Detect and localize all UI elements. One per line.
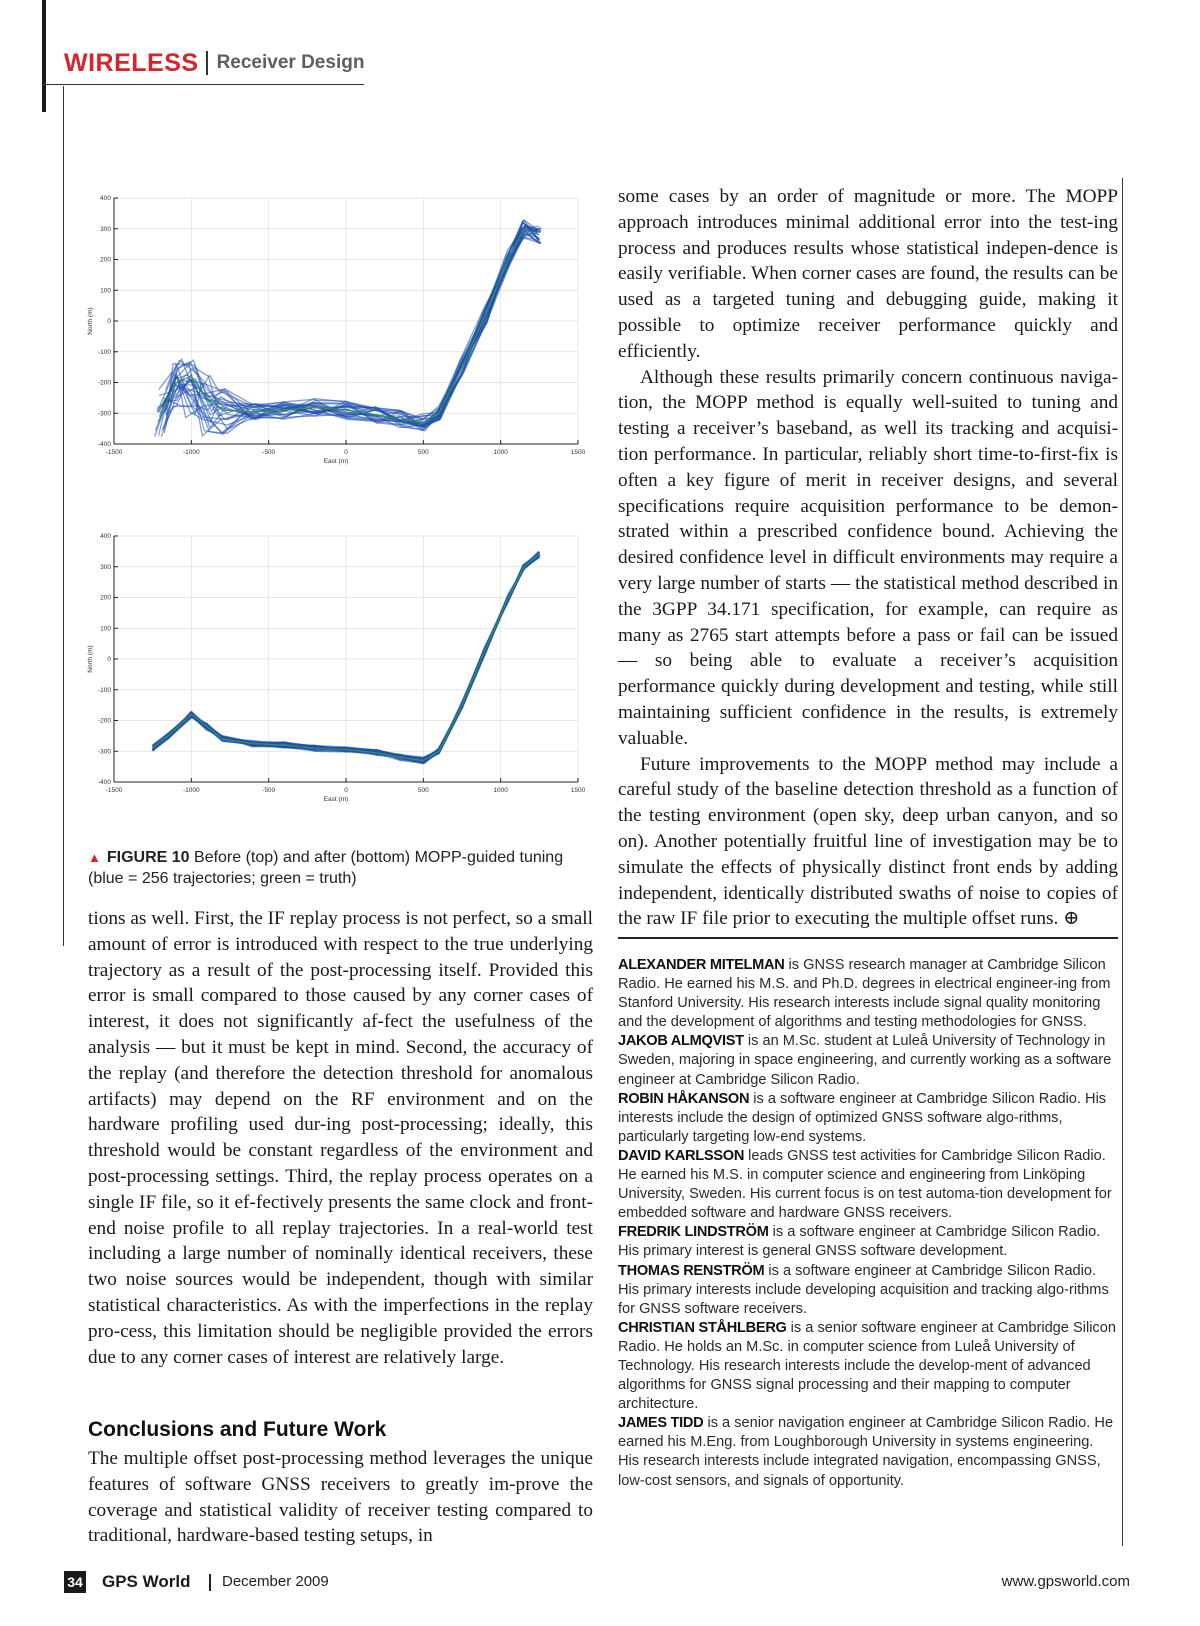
author-name: JAMES TIDD xyxy=(618,1415,704,1432)
left-frame-bar xyxy=(42,0,46,112)
y-tick-label: -200 xyxy=(97,379,111,387)
x-tick-label: -500 xyxy=(262,787,276,794)
y-tick-label: -100 xyxy=(97,686,111,694)
author-bio xyxy=(618,1223,1118,1261)
y-tick-label: 300 xyxy=(100,225,111,233)
bio-divider xyxy=(618,937,1118,939)
x-tick-label: -1500 xyxy=(105,449,123,456)
author-bios xyxy=(618,956,1118,1491)
author-bio xyxy=(618,956,1118,1032)
y-tick-label: -400 xyxy=(97,441,111,448)
y-tick-label: -200 xyxy=(97,717,111,725)
page-number: 34 xyxy=(64,1571,86,1593)
figure-label: FIGURE 10 xyxy=(106,849,190,866)
figure-caption-text: Before (top) and after (bottom) MOPP-guided tuning (blue = 256 trajectories; green = truth) xyxy=(88,849,564,887)
author-bio-text: is GNSS research manager at Cambridge Silicon Radio. He earned his M.S. and Ph.D. degrees in electrical engineer-ing from Stanford University. His research interests include signal quality monitoring and the development of algorithms and testing methodologies for GNSS. xyxy=(618,957,1111,1031)
section-title: WIRELESS xyxy=(64,48,199,77)
right-column-text xyxy=(618,184,1118,932)
section-header xyxy=(64,46,364,80)
y-tick-label: -400 xyxy=(97,779,111,786)
y-axis-label: North (m) xyxy=(87,645,94,673)
y-tick-label: 0 xyxy=(107,656,111,663)
x-tick-label: 1000 xyxy=(493,449,508,456)
publication-name: GPS World xyxy=(102,1572,191,1591)
author-name: FREDRIK LINDSTRÖM xyxy=(618,1224,769,1241)
author-name: CHRISTIAN STÅHLBERG xyxy=(618,1319,787,1336)
section-subtitle: Receiver Design xyxy=(216,52,365,73)
body-paragraph: tions as well. First, the IF replay process is not perfect, so a small amount of error is introduced with respect to the true underlying trajectory as a result of the post-processing itself. Provided this error is small compared to those caused by any corner cases of interest, it does not significantly af-fect the usefulness of the analysis — but it must be kept in mind. Second, the accuracy of the replay (and therefore the detection threshold for anomalous artifacts) may depend on the RF environment and on the hardware profiling used dur-ing post-processing; ideally, this threshold would be constant regardless of the environment and post-processing settings. Third, the replay process operates on a single IF file, so it ef-fectively presents the same clock and front-end noise profile to all replay trajectories. In a real-world test including a large number of nominally identical receivers, these two noise sources would be independent, though with similar statistical characteristics. As with the imperfections in the replay pro-cess, this limitation should be negligible provided the errors due to any corner cases of interest are relatively large. xyxy=(88,908,593,1368)
body-paragraph: Although these results primarily concern continuous naviga-tion, the MOPP method is equally well-suited to tuning and testing a receiver’s baseband, as well its tracking and acquisi-tion performance. In particular, reliably short time-to-first-fix is often a key figure of merit in receiver designs, and several specifications require acquisition performance to be demon-strated within a prescribed confidence bound. Achieving the desired confidence level in difficult environments may require a very large number of starts — the statistical method described in the 3GPP 34.171 specification, for example, can require as many as 2765 start attempts before a pass or fail can be issued — so being able to evaluate a receiver’s acquisition performance quickly during development and testing, while still maintaining sufficient confidence in the results, is extremely valuable. xyxy=(618,366,1118,749)
body-paragraph: some cases by an order of magnitude or more. The MOPP approach introduces minimal additional error into the test-ing process and produces results whose statistical indepen-dence is easily verifiable. When corner cases are found, the results can be used as a targeted tuning and debugging guide, making it possible to optimize receiver performance quickly and efficiently. xyxy=(618,186,1118,362)
y-tick-label: 400 xyxy=(100,195,111,202)
author-bio-text: is a senior software engineer at Cambridge Silicon Radio. He holds an M.Sc. in computer science from Luleå University of Technology. His research interests include the develop-ment of advanced algorithms for GNSS signal processing and their mapping to computer architecture. xyxy=(618,1319,1116,1413)
header-rule xyxy=(42,84,364,85)
y-axis-label: North (m) xyxy=(87,307,94,335)
author-name: THOMAS RENSTRÖM xyxy=(618,1262,765,1279)
y-tick-label: 400 xyxy=(100,533,111,540)
y-tick-label: 100 xyxy=(100,287,111,295)
x-tick-label: -1500 xyxy=(105,787,123,794)
figure-10-plot-before xyxy=(84,192,596,474)
author-name: JAKOB ALMQVIST xyxy=(618,1033,744,1050)
y-tick-label: 100 xyxy=(100,625,111,633)
y-tick-label: 200 xyxy=(100,594,111,602)
website-link[interactable]: www.gpsworld.com xyxy=(1001,1573,1130,1590)
author-name: ROBIN HÅKANSON xyxy=(618,1090,750,1107)
author-bio xyxy=(618,1414,1118,1490)
author-bio xyxy=(618,1262,1118,1319)
author-bio-text: is a software engineer at Cambridge Silicon Radio. His primary interests include developing acquisition and tracking algo-rithms for GNSS software receivers. xyxy=(618,1262,1109,1317)
x-tick-label: 1500 xyxy=(570,449,586,456)
body-paragraph: The multiple offset post-processing method leverages the unique features of software GNSS receivers to greatly im-prove the coverage and statistical validity of receiver testing compared to traditional, hardware-based testing setups, in xyxy=(88,1448,593,1547)
footer-divider xyxy=(209,1574,211,1591)
figure-10-plot-after xyxy=(84,530,596,812)
right-frame-rule xyxy=(1122,178,1123,1546)
x-tick-label: -500 xyxy=(262,449,276,456)
y-tick-label: 300 xyxy=(100,563,111,571)
author-bio xyxy=(618,1032,1118,1089)
receiver-trajectory xyxy=(166,234,539,430)
x-axis-label: East (m) xyxy=(323,796,349,803)
y-tick-label: 200 xyxy=(100,256,111,264)
x-axis-label: East (m) xyxy=(323,458,349,465)
x-tick-label: -1000 xyxy=(183,449,200,456)
y-tick-label: -300 xyxy=(97,748,111,756)
x-tick-label: 0 xyxy=(344,449,348,456)
author-bio-text: is a senior navigation engineer at Cambridge Silicon Radio. He earned his M.Eng. from Loughborough University in systems engineering. His research interests include integrated navigation, encompassing GNSS, low-cost sensors, and signals of opportunity. xyxy=(618,1415,1114,1489)
left-frame-rule xyxy=(63,86,64,946)
x-tick-label: 500 xyxy=(417,449,429,456)
body-paragraph: Future improvements to the MOPP method may include a careful study of the baseline detection threshold as a function of the testing environment (open sky, deep urban canyon, and so on). Another potentially fruitful line of investigation may be to simulate the effects of physically distinct front ends by adding independent, identically distributed swaths of noise to copies of the raw IF file prior to executing the multiple offset runs. ⊕ xyxy=(618,753,1118,930)
x-tick-label: 0 xyxy=(344,787,348,794)
x-tick-label: 500 xyxy=(417,787,429,794)
issue-date: December 2009 xyxy=(222,1573,329,1590)
left-column-text xyxy=(88,906,593,1370)
author-bio xyxy=(618,1147,1118,1223)
caption-triangle-icon: ▲ xyxy=(88,850,101,865)
x-tick-label: 1000 xyxy=(493,787,508,794)
conclusions-heading: Conclusions and Future Work xyxy=(88,1418,387,1441)
author-bio xyxy=(618,1090,1118,1147)
x-tick-label: -1000 xyxy=(183,787,200,794)
author-name: ALEXANDER MITELMAN xyxy=(618,957,785,973)
page-footer xyxy=(64,1571,1130,1593)
author-bio xyxy=(618,1319,1118,1414)
author-bio-text: is an M.Sc. student at Luleå University of Technology in Sweden, majoring in space engineering, and currently working as a software engineer at Cambridge Silicon Radio. xyxy=(618,1033,1112,1088)
section-divider xyxy=(206,51,208,75)
author-name: DAVID KARLSSON xyxy=(618,1147,745,1164)
author-bio-text: is a software engineer at Cambridge Silicon Radio. His primary interest is general GNSS software development. xyxy=(618,1224,1101,1260)
conclusions-text xyxy=(88,1446,593,1549)
author-bio-text: is a software engineer at Cambridge Silicon Radio. His interests include the design of optimized GNSS software algo-rithms, particularly targeting low-end systems. xyxy=(618,1090,1107,1145)
author-bio-text: leads GNSS test activities for Cambridge Silicon Radio. He earned his M.S. in computer science and engineering from Linköping University, Sweden. His current focus is on test automa-tion development for embedded software and hardware GNSS receivers. xyxy=(618,1147,1112,1222)
y-tick-label: -100 xyxy=(97,348,111,356)
x-tick-label: 1500 xyxy=(570,787,586,794)
figure-caption xyxy=(88,847,593,889)
y-tick-label: 0 xyxy=(107,318,111,325)
y-tick-label: -300 xyxy=(97,410,111,418)
